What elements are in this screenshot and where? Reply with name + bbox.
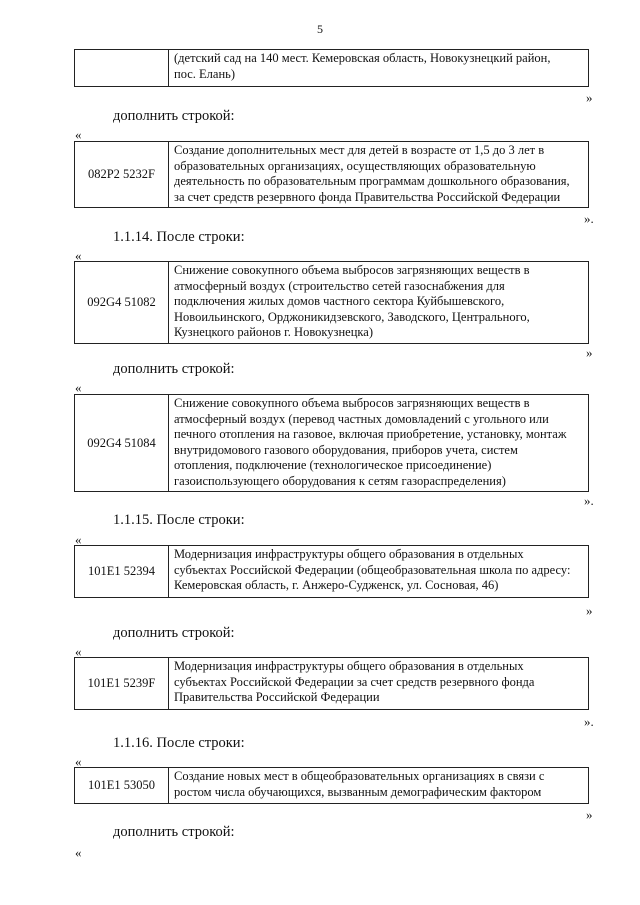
section-heading: 1.1.14. После строки: xyxy=(113,229,245,245)
closing-quote: ». xyxy=(584,714,594,729)
opening-quote: « xyxy=(75,380,82,395)
opening-quote: « xyxy=(75,532,82,547)
table-row xyxy=(74,394,589,492)
description-line: Модернизация инфраструктуры общего образования в отдельных xyxy=(174,659,524,673)
description-cell xyxy=(169,658,588,709)
opening-quote: « xyxy=(75,845,82,860)
opening-quote: « xyxy=(75,127,82,142)
description-cell xyxy=(169,768,588,803)
description-line: атмосферный воздух (строительство сетей газоснабжения для xyxy=(174,278,505,293)
section-heading: 1.1.16. После строки: xyxy=(113,735,245,751)
budget-code-cell: 101Е1 53050 xyxy=(75,768,169,803)
description-line: Правительства Российской Федерации xyxy=(174,690,380,705)
table-row xyxy=(74,261,589,344)
description-line: Создание новых мест в общеобразовательных организациях в связи с xyxy=(174,769,545,783)
description-line: Снижение совокупного объема выбросов загрязняющих веществ в xyxy=(174,263,530,277)
closing-quote: » xyxy=(586,603,593,618)
table-row xyxy=(74,49,589,87)
description-line: Кемеровская область, г. Анжеро-Судженск, ул. Сосновая, 46) xyxy=(174,578,499,593)
add-row-label: дополнить строкой: xyxy=(113,625,235,641)
page-number: 5 xyxy=(317,22,323,36)
description-line: Создание дополнительных мест для детей в возрасте от 1,5 до 3 лет в xyxy=(174,143,545,157)
description-line: газоиспользующего оборудования к сетям газораспределения) xyxy=(174,473,506,488)
description-line: подключения жилых домов частного сектора Куйбышевского, xyxy=(174,294,505,309)
opening-quote: « xyxy=(75,754,82,769)
description-line: субъектах Российской Федерации за счет средств резервного фонда xyxy=(174,674,535,689)
budget-code-cell: 082Р2 5232F xyxy=(75,142,169,207)
description-line: атмосферный воздух (перевод частных домовладений с угольного или xyxy=(174,411,549,426)
description-cell xyxy=(169,395,588,491)
description-cell xyxy=(169,50,588,86)
table-row xyxy=(74,767,589,804)
description-cell xyxy=(169,262,588,343)
budget-code-cell: 092G4 51082 xyxy=(75,262,169,343)
description-line: за счет средств резервного фонда Правительства Российской Федерации xyxy=(174,189,561,204)
description-cell xyxy=(169,546,588,597)
add-row-label: дополнить строкой: xyxy=(113,361,235,377)
closing-quote: » xyxy=(586,90,593,105)
table-row xyxy=(74,141,589,208)
description-line: образовательных организациях, осуществляющих образовательную xyxy=(174,158,536,173)
description-line: ростом числа обучающихся, вызванным демографическим фактором xyxy=(174,784,542,799)
closing-quote: ». xyxy=(584,493,594,508)
description-line: отопления, подключение (технологическое присоединение) xyxy=(174,458,492,473)
description-line: Модернизация инфраструктуры общего образования в отдельных xyxy=(174,547,524,561)
description-line: печного отопления на газовое, включая приобретение, установку, монтаж xyxy=(174,427,567,442)
closing-quote: » xyxy=(586,807,593,822)
section-heading: 1.1.15. После строки: xyxy=(113,512,245,528)
description-line: внутридомового газового оборудования, приборов учета, систем xyxy=(174,442,518,457)
closing-quote: » xyxy=(586,345,593,360)
description-line: пос. Елань) xyxy=(174,66,236,81)
budget-code-cell: 092G4 51084 xyxy=(75,395,169,491)
description-line: Новоильинского, Орджоникидзевского, Заводского, Центрального, xyxy=(174,309,530,324)
add-row-label: дополнить строкой: xyxy=(113,824,235,840)
opening-quote: « xyxy=(75,644,82,659)
budget-code-cell: 101Е1 52394 xyxy=(75,546,169,597)
closing-quote: ». xyxy=(584,211,594,226)
budget-code-cell: 101Е1 5239F xyxy=(75,658,169,709)
description-line: Кузнецкого районов г. Новокузнецка) xyxy=(174,325,374,340)
opening-quote: « xyxy=(75,248,82,263)
description-cell xyxy=(169,142,588,207)
description-line: субъектах Российской Федерации (общеобразовательная школа по адресу: xyxy=(174,562,571,577)
add-row-label: дополнить строкой: xyxy=(113,108,235,124)
table-row xyxy=(74,545,589,598)
description-line: деятельность по образовательным программам дошкольного образования, xyxy=(174,174,570,189)
table-row xyxy=(74,657,589,710)
description-line: Снижение совокупного объема выбросов загрязняющих веществ в xyxy=(174,396,530,410)
budget-code-cell xyxy=(75,50,169,86)
description-line: (детский сад на 140 мест. Кемеровская область, Новокузнецкий район, xyxy=(174,51,551,65)
